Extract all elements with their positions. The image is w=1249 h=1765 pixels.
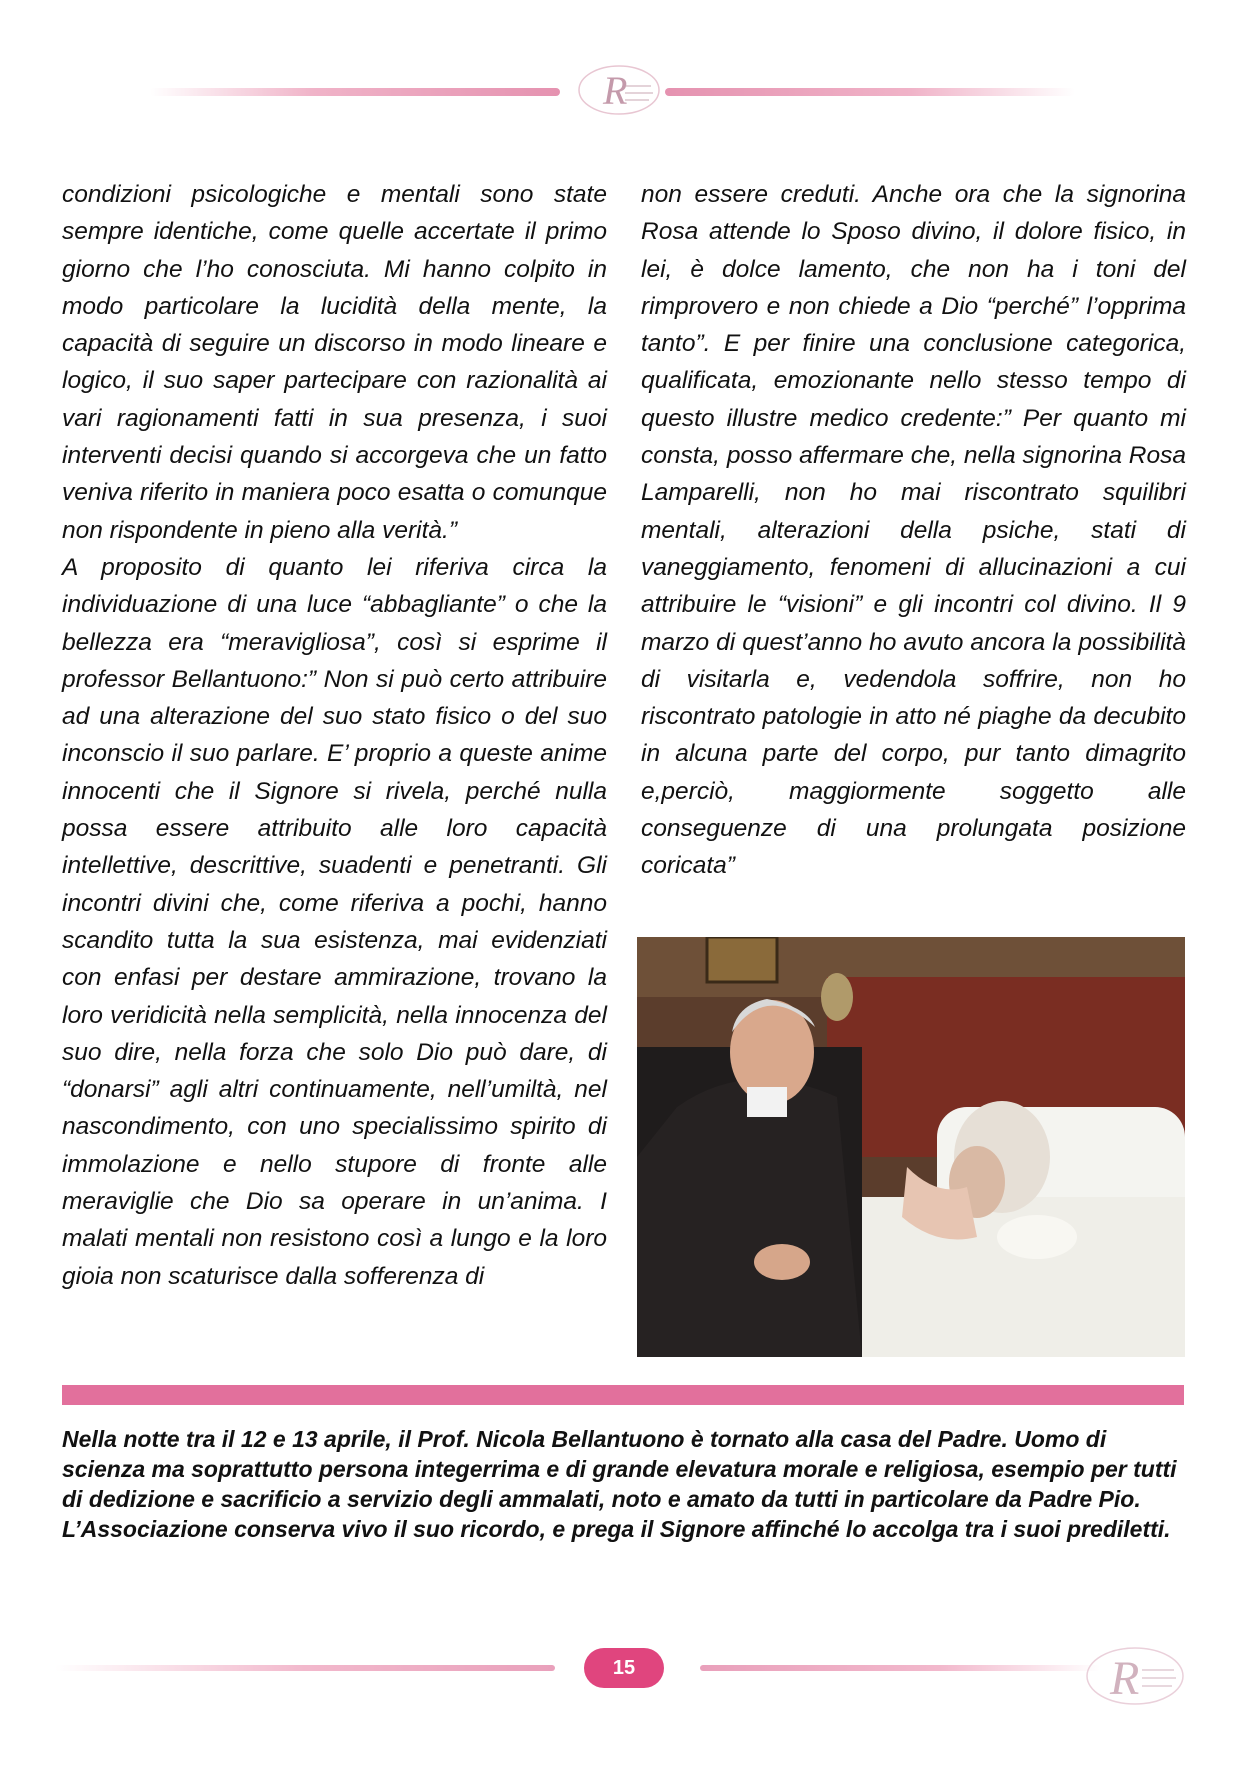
- memorial-note: [62, 1424, 1187, 1544]
- article-right-column: [641, 176, 1186, 885]
- header-rule-right: [665, 88, 1075, 96]
- section-divider: [62, 1385, 1184, 1405]
- article-paragraph: condizioni psicologiche e mentali sono state sempre identiche, come quelle accertate il primo giorno che l’ho conosciuta. Mi hanno colpito in modo particolare la lucidità della mente, la capacità di seguire un discorso in modo lineare e logico, il suo saper partecipare con razionalità ai vari ragionamenti fatti in sua presenza, i suoi interventi decisi quando si accorgeva che un fatto veniva riferito in maniera poco esatta o comunque non rispondente in pieno alla verità.”: [62, 181, 607, 544]
- svg-text:R: R: [1110, 1652, 1140, 1705]
- article-paragraph: A proposito di quanto lei riferiva circa la individuazione di una luce “abbagliante” o che la bellezza era “meravigliosa”, così si esprime il professor Bellantuono:” Non si può certo attribuire ad una alterazione del suo stato fisico o del suo inconscio il suo parlare. E’ proprio a queste anime innocenti che il Signore si rivela, perché nulla possa essere attribuito alle loro capacità intellettive, descrittive, suadenti e penetranti. Gli incontri divini che, come riferiva a pochi, hanno scandito tutta la sua esistenza, mai evidenziati con enfasi per destare ammirazione, trovano la loro veridicità nella semplicità, nella innocenza del suo dire, nella forza che solo Dio può dare, di “donarsi” agli altri continuamente, nell’umiltà, nel nascondimento, con uno specialissimo spirito di immolazione e nello stupore di fronte alle meraviglie che Dio sa operare in un’anima. I malati mentali non resistono così a lungo e la loro gioia non scaturisce dalla sofferenza di: [62, 553, 607, 1290]
- article-paragraph: non essere creduti. Anche ora che la signorina Rosa attende lo Sposo divino, il dolore fisico, in lei, è dolce lamento, che non ha i toni del rimprovero e non chiede a Dio “perché” l’opprima tanto”. E per finire una conclusione categorica, qualificata, emozionante nello stesso tempo di questo illustre medico credente:” Per quanto mi consta, posso affermare che, nella signorina Rosa Lamparelli, non ho mai riscontrato squilibri mentali, alterazioni della psiche, stati di vaneggiamento, fenomeni di allucinazioni a cui attribuire le “visioni” e gli incontri col divino. Il 9 marzo di quest’anno ho avuto ancora la possibilità di visitarla e, vedendola soffrire, non ho riscontrato patologie in atto né piaghe da decubito in alcuna parte del corpo, pur tanto dimagrito e,perciò, maggiormente soggetto alle conseguenze di una prolungata posizione coricata”: [641, 181, 1186, 880]
- article-left-column: [62, 176, 607, 1295]
- rosa-monogram-icon: [1080, 1640, 1190, 1712]
- memorial-note-paragraph: L’Associazione conserva vivo il suo ricordo, e prega il Signore affinché lo accolga tra i suoi prediletti.: [62, 1516, 1171, 1542]
- page-number: 15: [612, 1656, 636, 1679]
- memorial-note-paragraph: Nella notte tra il 12 e 13 aprile, il Prof. Nicola Bellantuono è tornato alla casa del Padre. Uomo di scienza ma soprattutto persona integerrima e di grande elevatura morale e religiosa, esempio per tutti di dedizione e sacrificio a servizio degli ammalati, noto e amato da tutti in particolare da Padre Pio.: [62, 1426, 1177, 1512]
- svg-text:R: R: [603, 68, 628, 113]
- footer-rule-left: [55, 1665, 555, 1671]
- header-rule-left: [150, 88, 560, 96]
- rosa-monogram-icon: [573, 60, 665, 120]
- article-photo: [637, 937, 1185, 1357]
- footer-rule-right: [700, 1665, 1100, 1671]
- page-number-badge: [584, 1648, 664, 1688]
